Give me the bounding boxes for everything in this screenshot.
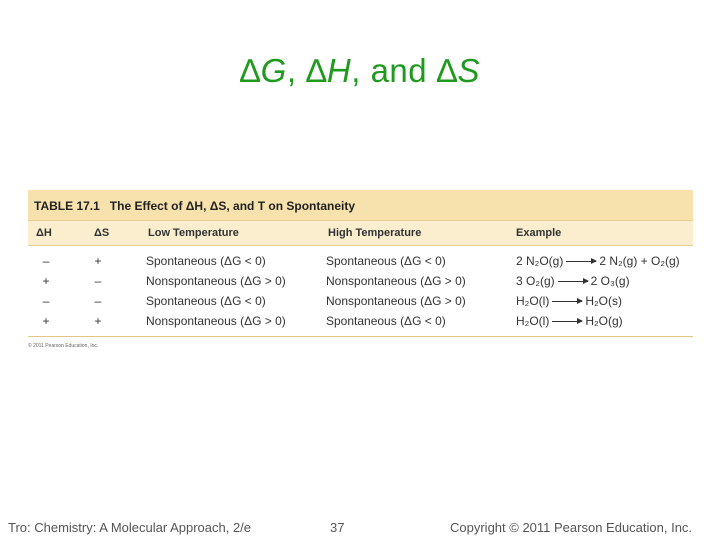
reaction-arrow-icon [552, 321, 582, 322]
title-s: S [457, 52, 481, 89]
table-row [28, 292, 693, 312]
table-bottom-rule [28, 336, 693, 337]
cell-high-temperature: Spontaneous (ΔG < 0) [326, 314, 446, 328]
title-delta-s-symbol: ∆ [436, 52, 458, 89]
table-row [28, 312, 693, 332]
example-product: H₂O(s) [585, 294, 622, 308]
title-g: G [260, 52, 287, 89]
cell-high-temperature: Nonspontaneous (ΔG > 0) [326, 274, 466, 288]
example-reactant: H₂O(l) [516, 314, 550, 328]
title-delta-h-symbol: ∆ [306, 52, 327, 89]
reaction-arrow-icon [566, 261, 596, 262]
cell-delta-s: – [94, 294, 102, 308]
column-header-low-temperature: Low Temperature [148, 227, 239, 239]
table-body [28, 246, 693, 336]
cell-high-temperature: Spontaneous (ΔG < 0) [326, 254, 446, 268]
column-header-high-temperature: High Temperature [328, 227, 422, 239]
cell-low-temperature: Spontaneous (ΔG < 0) [146, 254, 266, 268]
title-sep-1: , [286, 52, 307, 89]
table-credit: © 2011 Pearson Education, Inc. [28, 343, 99, 349]
cell-delta-s: + [94, 254, 102, 268]
cell-low-temperature: Spontaneous (ΔG < 0) [146, 294, 266, 308]
example-reactant: H₂O(l) [516, 294, 550, 308]
cell-delta-h: – [42, 254, 50, 268]
cell-example [516, 274, 630, 288]
table-row [28, 252, 693, 272]
column-header-row [28, 220, 693, 246]
column-header-delta-h: ΔH [36, 227, 52, 239]
footer-book-title: Tro: Chemistry: A Molecular Approach, 2/e [8, 520, 252, 535]
cell-example [516, 254, 680, 268]
title-h: H [326, 52, 352, 89]
example-product: 2 N₂(g) + O₂(g) [599, 254, 680, 268]
column-header-delta-s: ΔS [94, 227, 110, 239]
example-reactant: 2 N₂O(g) [516, 254, 564, 268]
title-sep-2: , and [351, 52, 437, 89]
cell-low-temperature: Nonspontaneous (ΔG > 0) [146, 314, 286, 328]
table-caption [34, 199, 355, 213]
slide-title [0, 52, 720, 90]
spontaneity-table [28, 190, 693, 349]
reaction-arrow-icon [558, 281, 588, 282]
example-product: 2 O₃(g) [590, 274, 630, 288]
cell-delta-h: + [42, 314, 50, 328]
cell-delta-h: – [42, 294, 50, 308]
cell-example [516, 314, 623, 328]
example-product: H₂O(g) [585, 314, 623, 328]
cell-delta-h: + [42, 274, 50, 288]
cell-delta-s: – [94, 274, 102, 288]
table-number: TABLE 17.1 [34, 199, 100, 213]
footer-page-number: 37 [330, 520, 345, 535]
title-delta-g-symbol: ∆ [239, 52, 261, 89]
example-reactant: 3 O₂(g) [516, 274, 555, 288]
cell-example [516, 294, 622, 308]
column-header-example: Example [516, 227, 562, 239]
table-row [28, 272, 693, 292]
cell-low-temperature: Nonspontaneous (ΔG > 0) [146, 274, 286, 288]
reaction-arrow-icon [552, 301, 582, 302]
cell-delta-s: + [94, 314, 102, 328]
footer-copyright: Copyright © 2011 Pearson Education, Inc. [450, 520, 693, 535]
cell-high-temperature: Nonspontaneous (ΔG > 0) [326, 294, 466, 308]
table-caption-band [28, 190, 693, 220]
table-caption-text: The Effect of ΔH, ΔS, and T on Spontaneity [109, 199, 356, 213]
